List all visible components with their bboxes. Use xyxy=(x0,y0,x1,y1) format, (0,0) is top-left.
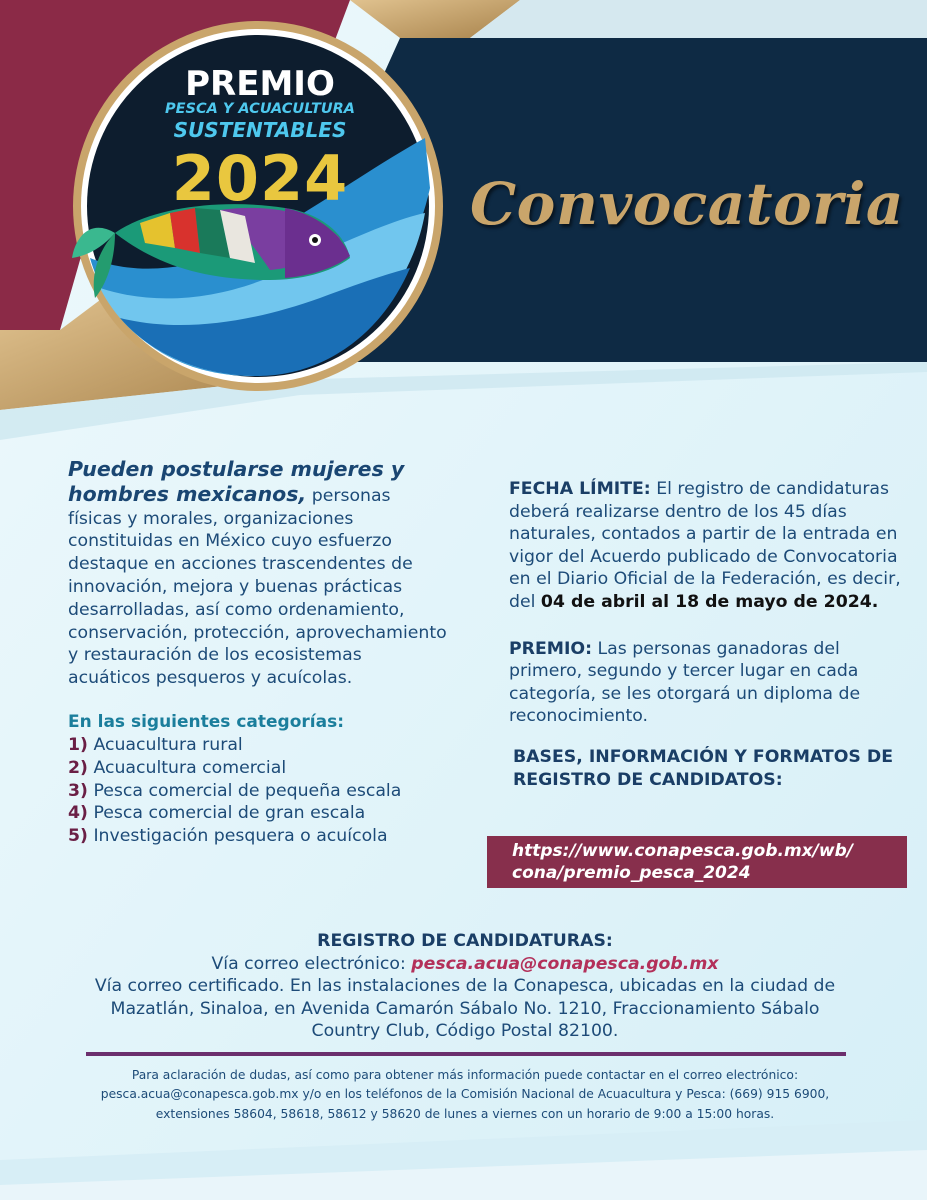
url-line-2: cona/premio_pesca_2024 xyxy=(512,863,751,883)
mail-line-2: Mazatlán, Sinaloa, en Avenida Camarón Sábalo No. 1210, Fraccionamiento Sábalo xyxy=(110,998,820,1019)
category-number: 2) xyxy=(68,757,88,778)
footer-line-3: extensiones 58604, 58618, 58612 y 58620 de lunes a viernes con un horario de 9:00 a 15:00 horas. xyxy=(155,1106,775,1121)
category-label: Investigación pesquera o acuícola xyxy=(93,826,388,847)
categories-list xyxy=(68,734,448,848)
eligibility-lead: Pueden postularse mujeres y hombres mexicanos, xyxy=(68,457,405,506)
eligibility-paragraph xyxy=(68,458,448,690)
contact-footer xyxy=(60,1066,870,1124)
deadline-paragraph xyxy=(509,478,905,614)
deadline-dates: 04 de abril al 18 de mayo de 2024. xyxy=(540,591,879,612)
category-label: Pesca comercial de gran escala xyxy=(93,803,366,824)
categories-heading: En las siguientes categorías: xyxy=(68,711,344,732)
category-number: 4) xyxy=(68,803,88,824)
registration-section xyxy=(60,930,870,1043)
registration-email-line xyxy=(60,953,870,976)
mail-line-1: Vía correo certificado. En las instalaciones de la Conapesca, ubicadas en la ciudad de xyxy=(94,976,836,997)
page-title: Convocatoria xyxy=(470,170,904,238)
footer-line-1: Para aclaración de dudas, así como para obtener más información puede contactar en el correo electrónico: xyxy=(131,1068,799,1082)
prize-label: PREMIO: xyxy=(509,638,593,659)
mail-line-3: Country Club, Código Postal 82100. xyxy=(311,1021,619,1042)
logo-subtitle-2: SUSTENTABLES xyxy=(173,118,347,142)
category-label: Acuacultura rural xyxy=(93,734,243,755)
logo-subtitle-1: PESCA Y ACUACULTURA xyxy=(164,101,356,117)
prize-text: Las personas ganadoras del primero, segundo y tercer lugar en cada categoría, se les otorgará un diploma de reconocimiento. xyxy=(509,638,861,727)
logo-premio-text: PREMIO xyxy=(185,64,335,104)
category-item xyxy=(68,802,448,825)
bases-url-link[interactable] xyxy=(487,836,907,888)
details-section xyxy=(509,478,905,791)
category-number: 3) xyxy=(68,780,88,801)
category-item xyxy=(68,825,448,848)
deadline-text: El registro de candidaturas deberá realizarse dentro de los 45 días naturales, contados a partir de la entrada en vigor del Acuerdo publicado de Convocatoria en el Diario Oficial de la Federación, es decir, del xyxy=(509,479,901,612)
registration-heading: REGISTRO DE CANDIDATURAS: xyxy=(317,931,613,951)
footer-line-2: pesca.acua@conapesca.gob.mx y/o en los teléfonos de la Comisión Nacional de Acuacultura y Pesca: (669) 915 6900, xyxy=(100,1087,830,1102)
eligibility-body: personas físicas y morales, organizaciones constituidas en México cuyo esfuerzo destaque en acciones trascendentes de innovación, mejora y buenas prácticas desarrolladas, así como ordenamiento, conservación, protección, aprovechamiento y restauración de los ecosistemas acuáticos pesqueros y acuícolas. xyxy=(68,485,447,689)
logo-year: 2024 xyxy=(171,142,349,215)
prize-paragraph xyxy=(509,638,905,728)
divider xyxy=(86,1052,846,1056)
bases-heading: BASES, INFORMACIÓN Y FORMATOS DE REGISTRO DE CANDIDATOS: xyxy=(513,746,894,790)
category-number: 1) xyxy=(68,734,88,755)
category-label: Pesca comercial de pequeña escala xyxy=(93,780,402,801)
category-number: 5) xyxy=(68,826,88,847)
category-item xyxy=(68,780,448,803)
eligibility-section xyxy=(68,458,448,848)
category-label: Acuacultura comercial xyxy=(93,757,287,778)
deadline-label: FECHA LÍMITE: xyxy=(509,479,651,499)
award-logo xyxy=(70,18,450,393)
url-line-1: https://www.conapesca.gob.mx/wb/ xyxy=(512,841,853,861)
category-item xyxy=(68,734,448,757)
category-item xyxy=(68,757,448,780)
email-prefix: Vía correo electrónico: xyxy=(211,953,406,974)
registration-email-link[interactable]: pesca.acua@conapesca.gob.mx xyxy=(411,953,719,974)
